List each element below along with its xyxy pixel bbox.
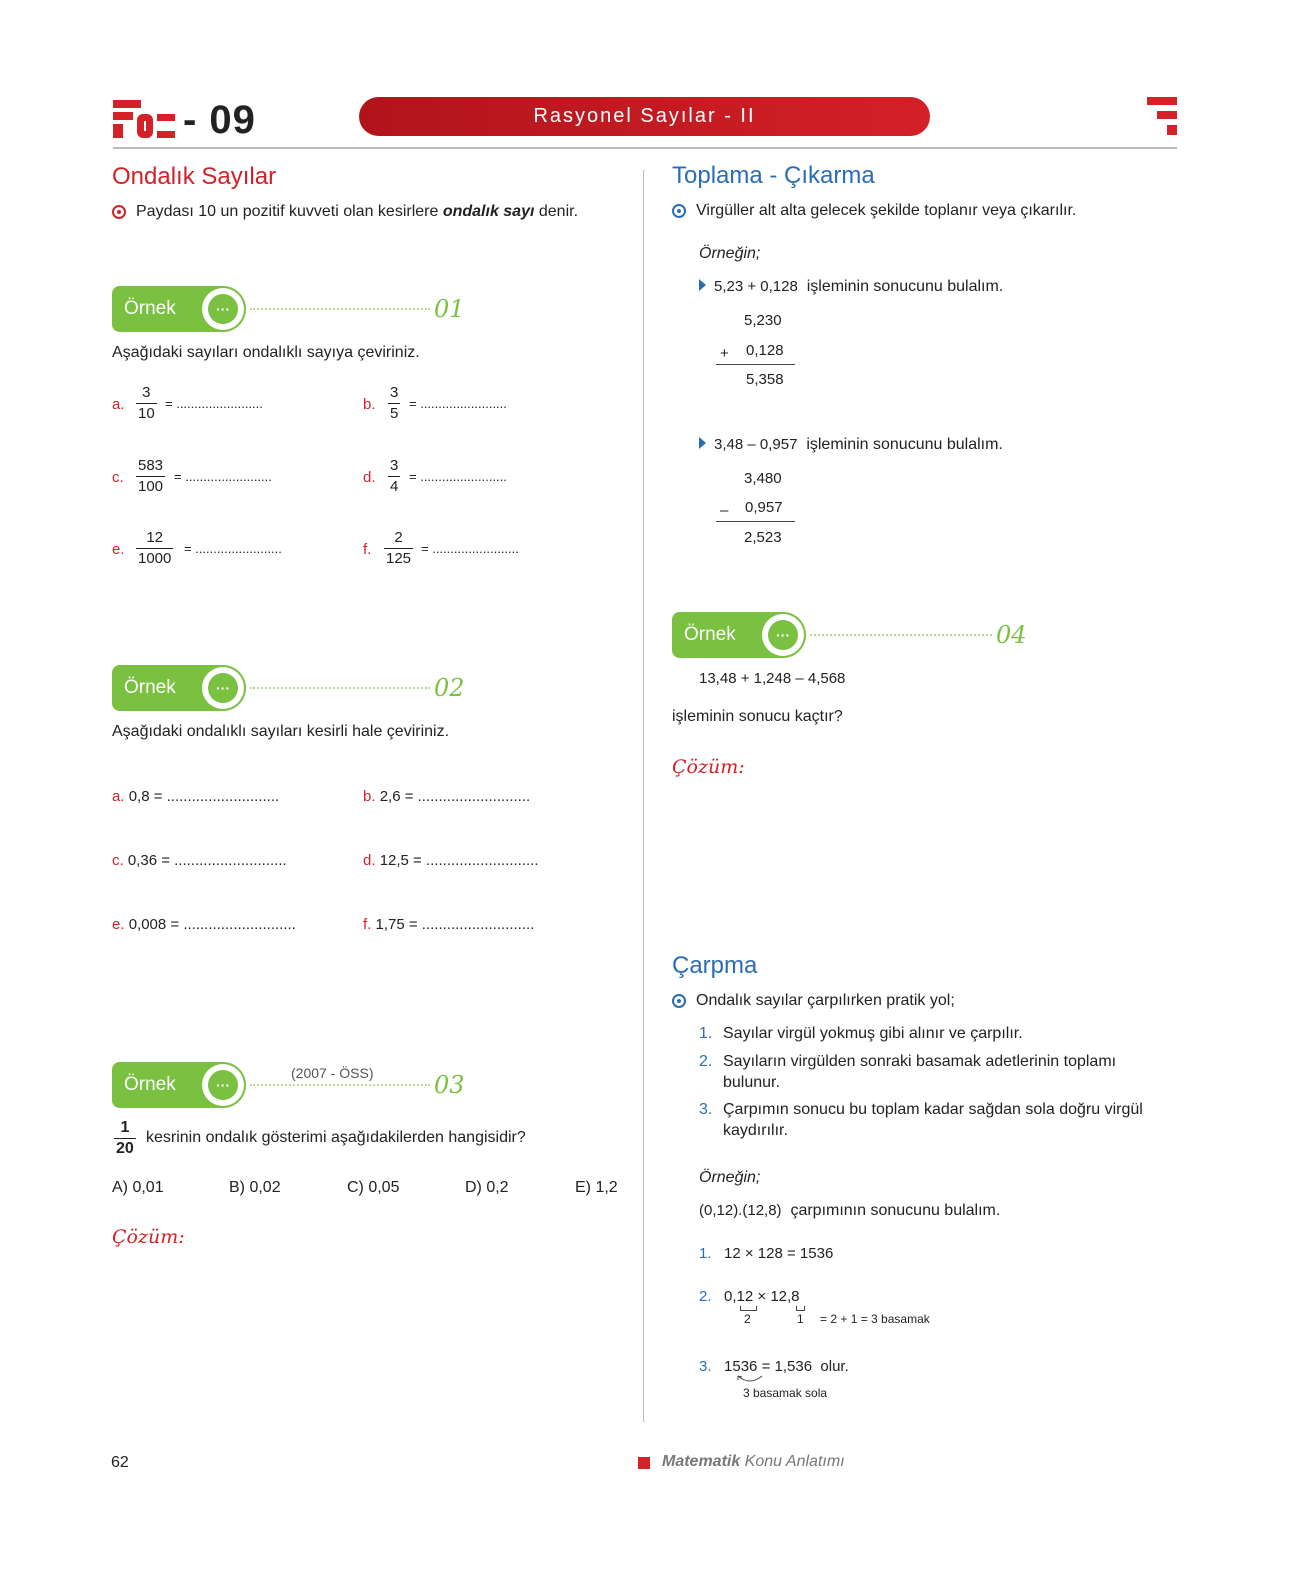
chapter-title: Rasyonel Sayılar - II: [359, 97, 930, 136]
fraction: $\frac{3}{10}$: [138, 384, 155, 422]
book-title: Matematik Konu Anlatımı: [662, 1453, 845, 1470]
item-label: a.: [112, 396, 125, 413]
item-label: c.: [112, 469, 124, 486]
option-b[interactable]: B) 0,02: [229, 1179, 281, 1196]
sum-result: 5,358: [746, 371, 784, 388]
page-number: 62: [111, 1454, 129, 1471]
solution-label: Çözüm:: [672, 756, 745, 778]
operator: –: [720, 502, 729, 519]
fraction: $\frac{3}{5}$: [390, 384, 399, 422]
subtrahend: 0,957: [745, 499, 783, 516]
bracket: [796, 1306, 805, 1311]
item-label: e.: [112, 541, 125, 558]
answer-blank: = ........................: [174, 469, 272, 484]
ornegin-label: Örneğin;: [699, 245, 761, 262]
chat-bubble-icon: ···: [208, 294, 238, 324]
carpma-bullet: Ondalık sayılar çarpılırken pratik yol;: [672, 992, 955, 1010]
option-d[interactable]: D) 0,2: [465, 1179, 509, 1196]
list-item: d. 12,5 = ...........................: [363, 852, 539, 869]
shift-arrow-icon: [736, 1374, 764, 1384]
digit-sum: = 2 + 1 = 3 basamak: [820, 1312, 930, 1326]
corner-logo-icon: [1147, 97, 1177, 137]
step-item: 2. Sayıların virgülden sonraki basamak adetlerinin toplamı bulunur.: [699, 1053, 1117, 1091]
item-label: b.: [363, 396, 376, 413]
faz-logo-icon: [113, 100, 175, 140]
sub-example: 3,48 – 0,957 işleminin sonucunu bulalım.: [699, 436, 1003, 454]
option-e[interactable]: E) 1,2: [575, 1179, 618, 1196]
chapter-number: - 09: [183, 98, 256, 142]
fraction: $\frac{583}{100}$: [138, 457, 164, 495]
example-03-question: kesrinin ondalık gösterimi aşağıdakilerden hangisidir?: [146, 1129, 526, 1146]
list-item: a. 0,8 = ...........................: [112, 788, 280, 805]
shift-note: 3 basamak sola: [743, 1386, 828, 1400]
triangle-bullet-icon: [699, 279, 706, 291]
example-02-header: Örnek ··· 02: [112, 665, 465, 711]
example-01-header: Örnek ··· 01: [112, 286, 465, 332]
mult-step-1: 1. 12 × 128 = 1536: [699, 1245, 834, 1262]
example-03-header: Örnek ··· 03: [112, 1062, 465, 1108]
minuend: 3,480: [744, 470, 782, 487]
list-item: c. 0,36 = ...........................: [112, 852, 287, 869]
triangle-bullet-icon: [699, 437, 706, 449]
example-01-question: Aşağıdaki sayıları ondalıklı sayıya çeviriniz.: [112, 344, 420, 361]
item-label: d.: [363, 469, 376, 486]
fraction: $\frac{3}{4}$: [390, 457, 399, 495]
add-example: 5,23 + 0,128 işleminin sonucunu bulalım.: [699, 278, 1003, 296]
fraction: $\frac{1}{20}$: [116, 1119, 134, 1157]
list-item: b. 2,6 = ...........................: [363, 788, 531, 805]
list-item: e. 0,008 = ...........................: [112, 916, 296, 933]
target-bullet-icon: [112, 205, 126, 219]
difference-result: 2,523: [744, 529, 782, 546]
fraction: $\frac{12}{1000}$: [138, 529, 172, 567]
ornegin-label: Örneğin;: [699, 1169, 761, 1186]
example-02-question: Aşağıdaki ondalıklı sayıları kesirli hale çeviriniz.: [112, 723, 450, 740]
section-title-ondalik: Ondalık Sayılar: [112, 163, 277, 190]
mult-example: (0,12).(12,8) çarpımının sonucunu bulalım.: [699, 1202, 1001, 1219]
step-item: 1. Sayılar virgül yokmuş gibi alınır ve çarpılır.: [699, 1025, 1023, 1042]
toplama-bullet: Virgüller alt alta gelecek şekilde toplanır veya çıkarılır.: [672, 202, 1076, 220]
answer-blank: = ........................: [409, 396, 507, 411]
example-03-source: (2007 - ÖSS): [291, 1065, 374, 1081]
chat-bubble-icon: ···: [768, 620, 798, 650]
footer-square-icon: [638, 1457, 650, 1469]
definition-bullet: Paydası 10 un pozitif kuvveti olan kesirlere ondalık sayı denir.: [112, 203, 578, 221]
option-a[interactable]: A) 0,01: [112, 1179, 164, 1196]
section-title-carpma: Çarpma: [672, 952, 758, 979]
target-bullet-icon: [672, 994, 686, 1008]
fraction: $\frac{2}{125}$: [386, 529, 412, 567]
answer-blank: = ........................: [165, 396, 263, 411]
chat-bubble-icon: ···: [208, 673, 238, 703]
example-04-expression: 13,48 + 1,248 – 4,568: [699, 670, 846, 687]
list-item: f. 1,75 = ...........................: [363, 916, 535, 933]
option-c[interactable]: C) 0,05: [347, 1179, 400, 1196]
operator: +: [720, 345, 729, 362]
answer-blank: = ........................: [409, 469, 507, 484]
header-divider: [113, 147, 1177, 149]
section-title-toplama: Toplama - Çıkarma: [672, 162, 875, 189]
example-04-header: Örnek ··· 04: [672, 612, 1027, 658]
target-bullet-icon: [672, 204, 686, 218]
column-divider: [643, 170, 644, 1422]
mult-step-3: 3. 1536 = 1,536 olur.: [699, 1358, 849, 1375]
bracket: [740, 1306, 757, 1311]
solution-label: Çözüm:: [112, 1226, 185, 1248]
step-item: 3. Çarpımın sonucu bu toplam kadar sağdan sola doğru virgül kaydırılır.: [699, 1101, 1143, 1139]
sum-line: [716, 364, 795, 365]
answer-blank: = ........................: [184, 541, 282, 556]
difference-line: [716, 521, 795, 522]
example-04-question: işleminin sonucu kaçtır?: [672, 708, 843, 725]
item-label: f.: [363, 541, 372, 558]
mult-step-2: 2. 0,12 × 12,8: [699, 1288, 800, 1305]
brand-logo: [113, 96, 256, 140]
answer-blank: = ........................: [421, 541, 519, 556]
addend-1: 5,230: [744, 312, 782, 329]
addend-2: 0,128: [746, 342, 784, 359]
digit-count: 1: [797, 1312, 804, 1326]
chat-bubble-icon: ···: [208, 1070, 238, 1100]
digit-count: 2: [744, 1312, 751, 1326]
